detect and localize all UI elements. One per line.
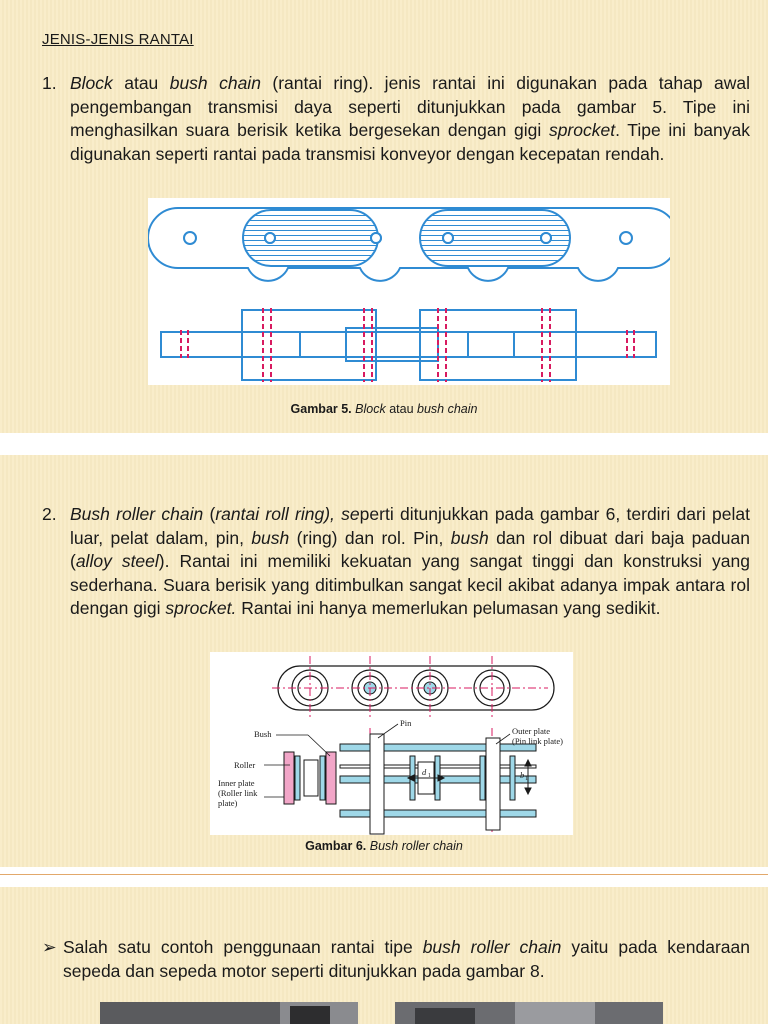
paragraph-application	[63, 936, 750, 983]
italic-term: Block	[70, 73, 113, 93]
text-run: (	[203, 504, 216, 524]
caption-label: Gambar 5.	[290, 402, 352, 416]
label-b1-sub: 1	[525, 776, 528, 782]
figure-caption-6	[0, 839, 768, 853]
caption-text	[355, 402, 477, 416]
text-run: Rantai ini hanya memerlukan pelumasan yang sedikit.	[236, 598, 661, 618]
italic-term: rantai roll ring	[215, 504, 325, 524]
italic-term: bush	[251, 527, 290, 548]
label-outer-plate: Outer plate	[512, 726, 550, 736]
bicycle-chain-photo	[100, 1002, 358, 1024]
caption-text: Bush roller chain	[369, 839, 463, 853]
block-chain-drawing	[148, 198, 670, 385]
italic-term: bush roller chain	[422, 937, 562, 957]
bullet-arrow-icon: ➢	[42, 937, 57, 957]
italic-term: bush chain	[169, 73, 261, 93]
slide-application	[0, 887, 768, 1024]
text-run: ). Rantai ini memiliki kekuatan yang sangat tinggi dan konstruksi yang sederhana. Suara berisik yang ditimbulkan sangat kecil akibat adanya impak antara rol dengan gigi	[70, 551, 750, 618]
item-number: 2.	[42, 504, 57, 524]
label-pin: Pin	[400, 718, 412, 728]
figure-block-chain	[148, 198, 670, 385]
label-d1: d	[422, 767, 427, 777]
italic-term: sprocket	[548, 120, 616, 140]
italic-term: bush	[450, 527, 489, 548]
label-inner-plate-3: plate)	[218, 798, 238, 808]
item-number: 1.	[42, 73, 57, 93]
italic-term: ), se	[324, 504, 360, 524]
label-outer-plate-2: (Pin link plate)	[512, 736, 563, 746]
label-b1: b	[520, 770, 525, 780]
text-run: perti ditunjukkan pada gambar 6, terdiri dari pelat luar, pelat dalam, pin,	[70, 504, 750, 548]
italic-term: Bush roller chain	[70, 504, 204, 524]
paragraph-block-chain	[70, 72, 750, 166]
divider-rule	[0, 874, 768, 875]
italic-term: sprocket.	[165, 598, 237, 618]
slide-bush-roller-chain	[0, 455, 768, 867]
italic-term: bush chain	[417, 402, 478, 416]
caption-label: Gambar 6.	[305, 839, 367, 853]
label-inner-plate-2: (Roller link	[218, 788, 258, 798]
bush-roller-chain-drawing	[210, 652, 573, 835]
italic-term: Block	[355, 402, 386, 416]
text-run: Salah satu contoh penggunaan rantai tipe	[63, 937, 423, 957]
label-roller: Roller	[234, 760, 256, 770]
paragraph-bush-roller-chain	[70, 503, 750, 621]
label-d1-sub: 1	[428, 773, 431, 779]
text-run: atau	[112, 73, 170, 93]
figure-caption-5	[0, 402, 768, 416]
text-run: . Tipe ini banyak digunakan seperti rantai pada transmisi konveyor dengan kecepatan rendah.	[70, 120, 751, 164]
photo-motorcycle-chain	[395, 1002, 663, 1024]
motorcycle-chain-photo	[395, 1002, 663, 1024]
text-run: dan rol dibuat dari baja paduan (	[70, 527, 751, 571]
label-bush: Bush	[254, 729, 272, 739]
section-heading: JENIS-JENIS RANTAI	[42, 31, 194, 48]
label-inner-plate: Inner plate	[218, 778, 255, 788]
photo-bicycle-chain	[100, 1002, 358, 1024]
italic-term: alloy steel	[75, 551, 159, 571]
text-run: (rantai ring). jenis rantai ini digunakan pada tahap awal pengembangan transmisi daya seperti ditunjukkan pada gambar 5. Tipe ini menghasilkan suara berisik ketika bergesekan dengan gigi	[70, 73, 750, 140]
text-run: yaitu pada kendaraan sepeda dan sepeda motor seperti ditunjukkan pada gambar 8.	[63, 937, 750, 981]
slide-block-chain	[0, 0, 768, 433]
figure-bush-roller-chain	[210, 652, 573, 835]
text-run: atau	[385, 402, 417, 416]
text-run: (ring) dan rol. Pin,	[289, 527, 451, 548]
